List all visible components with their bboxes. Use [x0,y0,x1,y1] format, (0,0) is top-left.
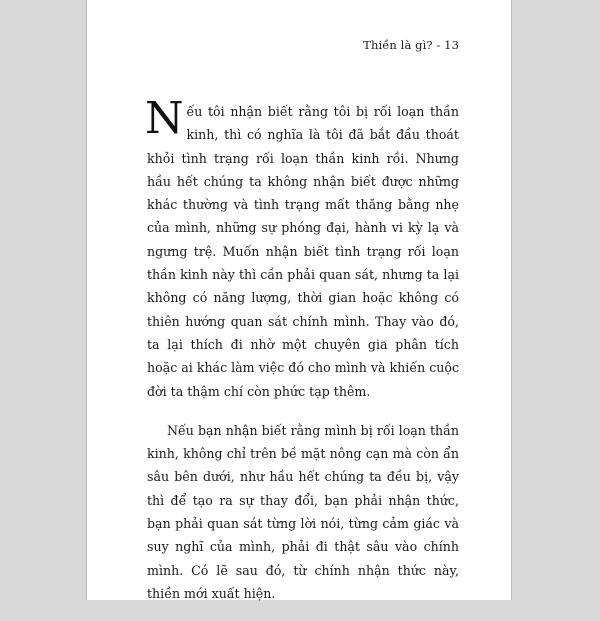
book-page [86,0,512,600]
paragraph-1-text: ếu tôi nhận biết rằng tôi bị rối loạn thần kinh, thì có nghĩa là tôi đã bắt đầu thoát khỏi tình trạng rối loạn thần kinh rồi. Nhưng hầu hết chúng ta không nhận biết được những khác thường và tình trạng mất thăng bằng nhẹ của mình, những sự phóng đại, hành vi kỳ lạ và ngưng trệ. Muốn nhận biết tình trạng rối loạn thần kinh này thì cần phải quan sát, nhưng ta lại không có năng lượng, thời gian hoặc không có thiên hướng quan sát chính mình. Thay vào đó, ta lại thích đi nhờ một chuyên gia phân tích hoặc ai khác làm việc đó cho mình và khiến cuộc đời ta thậm chí còn phức tạp thêm. [147,104,459,399]
paragraph-1 [145,93,459,403]
body-text [145,93,459,621]
running-head: Thiền là gì? - 13 [363,38,459,52]
paragraph-2: Nếu bạn nhận biết rằng mình bị rối loạn thần kinh, không chỉ trên bề mặt nông cạn mà còn ẩn sâu bên dưới, như hầu hết chúng ta đều bị, vậy thì để tạo ra sự thay đổi, bạn phải nhận thức, bạn phải quan sát từng lời nói, từng cảm giác và suy nghĩ của mình, phải đi thật sâu vào chính mình. Có lẽ sau đó, từ chính nhận thức này, thiền mới xuất hiện. [147,422,459,601]
drop-cap: N [145,93,184,144]
